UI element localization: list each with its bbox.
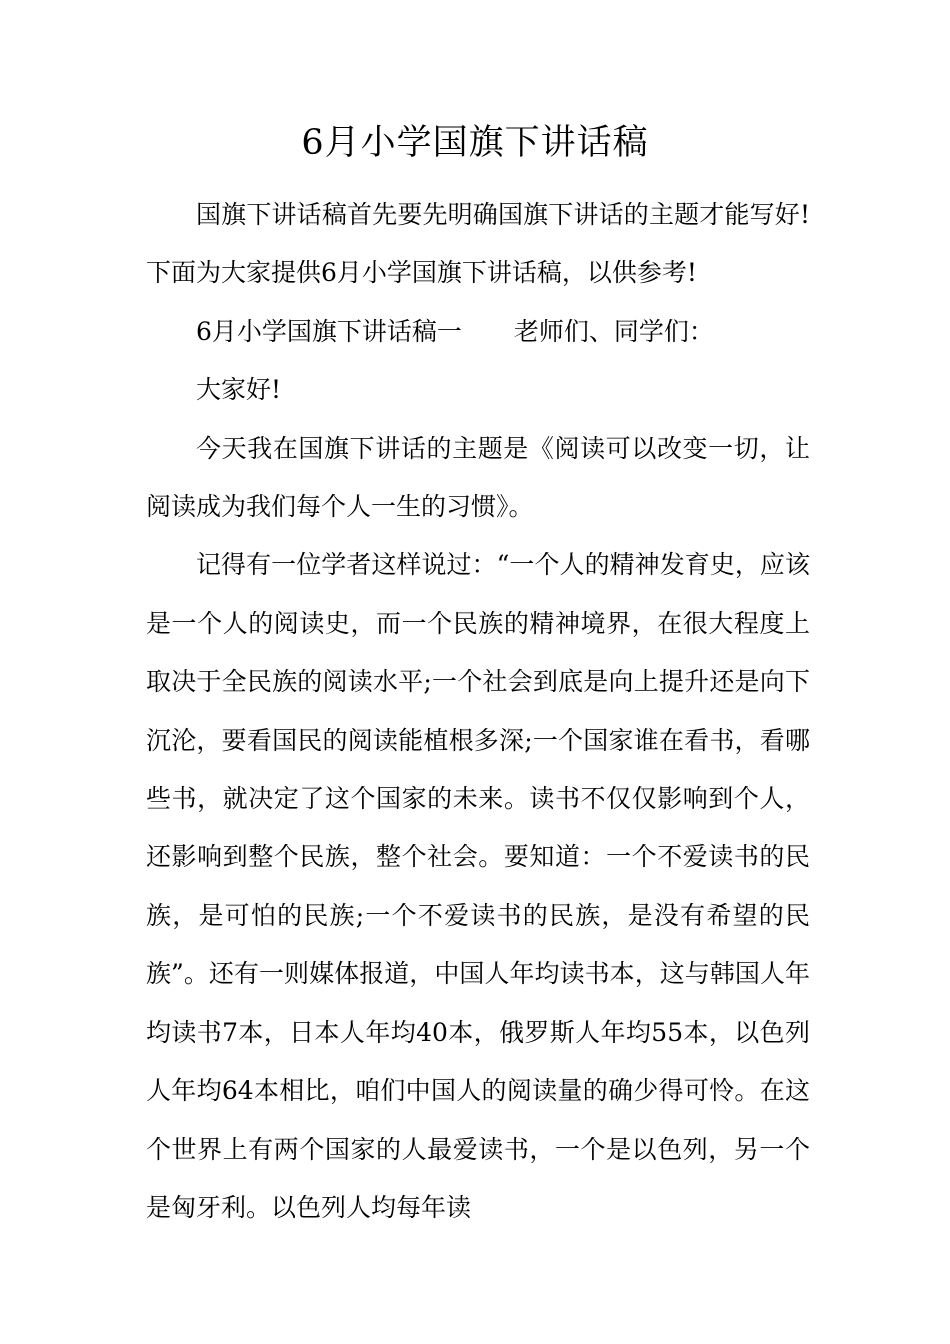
greeting-paragraph: 大家好!: [196, 375, 282, 405]
document-body: [146, 186, 810, 1237]
body-paragraph: 今天我在国旗下讲话的主题是《阅读可以改变一切，让阅读成为我们每个人一生的习惯》。: [146, 433, 810, 522]
section-heading: 6月小学国旗下讲话稿一: [196, 316, 462, 346]
section-heading-line: [146, 303, 810, 361]
body-paragraph: 记得有一位学者这样说过：“一个人的精神发育史，应该是一个人的阅读史，而一个民族的精神境界，在很大程度上取决于全民族的阅读水平;一个社会到底是向上提升还是向下沉沦，要看国民的阅读能植根多深;一个国家谁在看书，看哪些书，就决定了这个国家的未来。读书不仅仅影响到个人，还影响到整个民族，整个社会。要知道：一个不爱读书的民族，是可怕的民族;一个不爱读书的民族，是没有希望的民族”。还有一则媒体报道，中国人年均读书本，这与韩国人年均读书7本，日本人年均40本，俄罗斯人年均55本，以色列人年均64本相比，咱们中国人的阅读量的确少得可怜。在这个世界上有两个国家的人最爱读书，一个是以色列，另一个是匈牙利。以色列人均每年读: [146, 550, 810, 1222]
document-title: 6月小学国旗下讲话稿: [301, 123, 649, 163]
salutation: 老师们、同学们：: [513, 316, 714, 346]
intro-paragraph: 国旗下讲话稿首先要先明确国旗下讲话的主题才能写好!下面为大家提供6月小学国旗下讲话稿，以供参考!: [146, 200, 810, 288]
